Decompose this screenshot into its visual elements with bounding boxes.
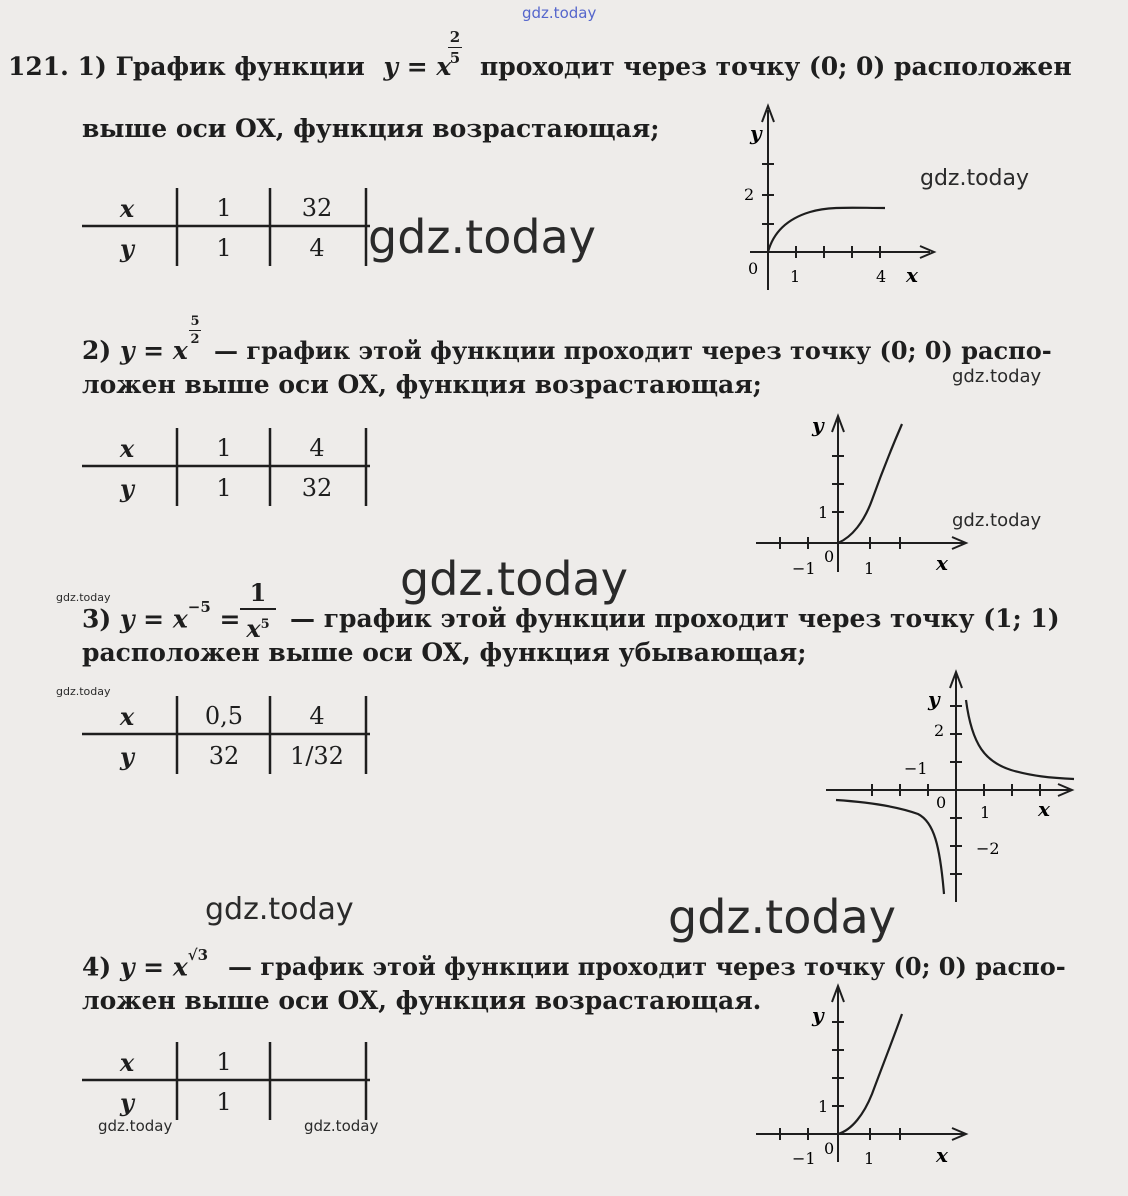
table-cell: 4	[309, 234, 325, 262]
tick-label: 1	[864, 1149, 875, 1168]
part1-exponent	[445, 28, 465, 67]
x-axis-label: x	[906, 263, 918, 287]
part3-exponent: −5	[187, 598, 211, 616]
part1-value-table	[82, 188, 372, 268]
part3-func: y = x	[119, 604, 188, 634]
table-cell: 1	[216, 434, 232, 462]
watermark-small: gdz.today	[304, 1117, 379, 1135]
part2-line1-rest: — график этой функции проходит через точку (0; 0) распо-	[214, 336, 1052, 365]
table-cell: 1	[216, 1048, 232, 1076]
fraction-numerator: 1	[249, 578, 267, 607]
function-curve	[838, 1014, 902, 1134]
table-y-label: y	[120, 1088, 134, 1117]
part1-line1-rest: проходит через точку (0; 0) расположен	[480, 52, 1072, 81]
fraction-denominator-exp: 5	[260, 617, 270, 632]
graph-svg	[826, 666, 1078, 906]
watermark-large: gdz.today	[368, 210, 596, 264]
table-x-label: x	[119, 1048, 135, 1077]
table-x-label: x	[119, 194, 135, 223]
part3-line1	[82, 598, 241, 634]
table-cell: 1	[216, 1088, 232, 1116]
table-cell: 1	[216, 474, 232, 502]
exp-numerator: 5	[190, 314, 200, 329]
tick-label: 0	[748, 259, 759, 278]
problem-number: 121.	[8, 52, 69, 81]
watermark: gdz.today	[952, 366, 1042, 387]
watermark-small: gdz.today	[98, 1117, 173, 1135]
y-axis-label: y	[928, 687, 940, 711]
table-y-label: y	[120, 234, 134, 263]
table-y-label: y	[120, 742, 134, 771]
table-cell: 4	[309, 702, 325, 730]
axis-ticks	[780, 1022, 900, 1140]
table-cell: 32	[301, 474, 333, 502]
table-y-label: y	[120, 474, 134, 503]
part1-graph	[730, 100, 950, 300]
table-cell: 32	[208, 742, 240, 770]
tick-label: 1	[818, 1097, 829, 1116]
part3-fraction	[240, 578, 276, 644]
curve-branch-negative	[836, 800, 944, 894]
part1-func: y = x	[383, 52, 452, 81]
tick-label: 1	[980, 803, 991, 822]
table-x-label: x	[119, 434, 135, 463]
function-curve	[768, 208, 885, 252]
part3-label: 3)	[82, 604, 112, 634]
y-axis-label: y	[812, 413, 824, 437]
part4-exponent: √3	[187, 946, 209, 964]
exp-numerator: 2	[449, 28, 461, 46]
part4-graph	[752, 982, 982, 1172]
table-cell: 1	[216, 194, 232, 222]
axis-ticks	[762, 164, 880, 258]
part1-line2: выше оси OX, функция возрастающая;	[82, 114, 660, 143]
tick-label: 1	[790, 267, 801, 286]
part3-value-table	[82, 696, 372, 776]
table-x-label: x	[119, 702, 135, 731]
table-cell: 32	[301, 194, 333, 222]
tick-label: 0	[824, 1139, 835, 1158]
fraction-bar	[189, 330, 201, 331]
watermark-top: gdz.today	[522, 4, 597, 22]
tick-label: −2	[976, 839, 1000, 858]
watermark: gdz.today	[920, 166, 1030, 191]
fraction-denominator: x	[246, 614, 261, 643]
watermark: gdz.today	[952, 510, 1042, 531]
part4-func: y = x	[119, 952, 188, 982]
part4-line1	[82, 946, 209, 982]
x-axis-label: x	[936, 551, 948, 575]
part1-label: 1)	[77, 52, 107, 81]
tick-label: 1	[818, 503, 829, 522]
graph-svg	[730, 100, 950, 300]
table-cell: 1	[216, 234, 232, 262]
function-curve	[838, 424, 902, 543]
x-axis-label: x	[936, 1143, 948, 1167]
part3-line2: расположен выше оси OX, функция убывающая;	[82, 638, 807, 667]
part4-label: 4)	[82, 952, 112, 982]
tick-label: 4	[876, 267, 887, 286]
part2-label: 2)	[82, 336, 112, 365]
tick-label: 0	[936, 793, 947, 812]
tick-label: 2	[934, 721, 945, 740]
part4-value-table	[82, 1042, 372, 1122]
part3-graph	[826, 666, 1078, 906]
watermark: gdz.today	[205, 892, 354, 927]
tick-label: −1	[792, 559, 816, 578]
table-cell: 0,5	[204, 702, 244, 730]
table-cell: 4	[309, 434, 325, 462]
exp-denominator: 2	[190, 332, 200, 347]
part2-line1	[82, 336, 188, 365]
part3-line1-rest: — график этой функции проходит через точку (1; 1)	[290, 604, 1060, 633]
watermark-small: gdz.today	[56, 591, 111, 604]
y-axis-label: y	[750, 121, 762, 145]
part1-intro: График функции	[115, 52, 365, 81]
part2-exponent	[186, 314, 204, 347]
tick-label: 1	[864, 559, 875, 578]
part2-value-table	[82, 428, 372, 508]
part2-graph	[752, 412, 982, 582]
y-axis-label: y	[812, 1003, 824, 1027]
watermark-large: gdz.today	[400, 552, 628, 606]
curve-branch-positive	[966, 700, 1074, 779]
x-axis-label: x	[1038, 797, 1050, 821]
part2-func: y = x	[119, 336, 188, 365]
watermark-large: gdz.today	[668, 890, 896, 944]
tick-label: 0	[824, 547, 835, 566]
watermark-small: gdz.today	[56, 685, 111, 698]
equals-sign: =	[219, 604, 241, 634]
graph-svg	[752, 412, 982, 582]
part4-line1-rest: — график этой функции проходит через точку (0; 0) распо-	[228, 952, 1066, 981]
part1-line1	[8, 52, 451, 81]
graph-svg	[752, 982, 982, 1172]
exp-denominator: 5	[449, 49, 461, 67]
tick-label: −1	[792, 1149, 816, 1168]
fraction-bar	[448, 47, 462, 48]
part4-line2: ложен выше оси OX, функция возрастающая.	[82, 986, 762, 1015]
part2-line2: ложен выше оси OX, функция возрастающая;	[82, 370, 762, 399]
table-cell: 1/32	[290, 742, 344, 770]
tick-label: −1	[904, 759, 928, 778]
tick-label: 2	[744, 185, 755, 204]
